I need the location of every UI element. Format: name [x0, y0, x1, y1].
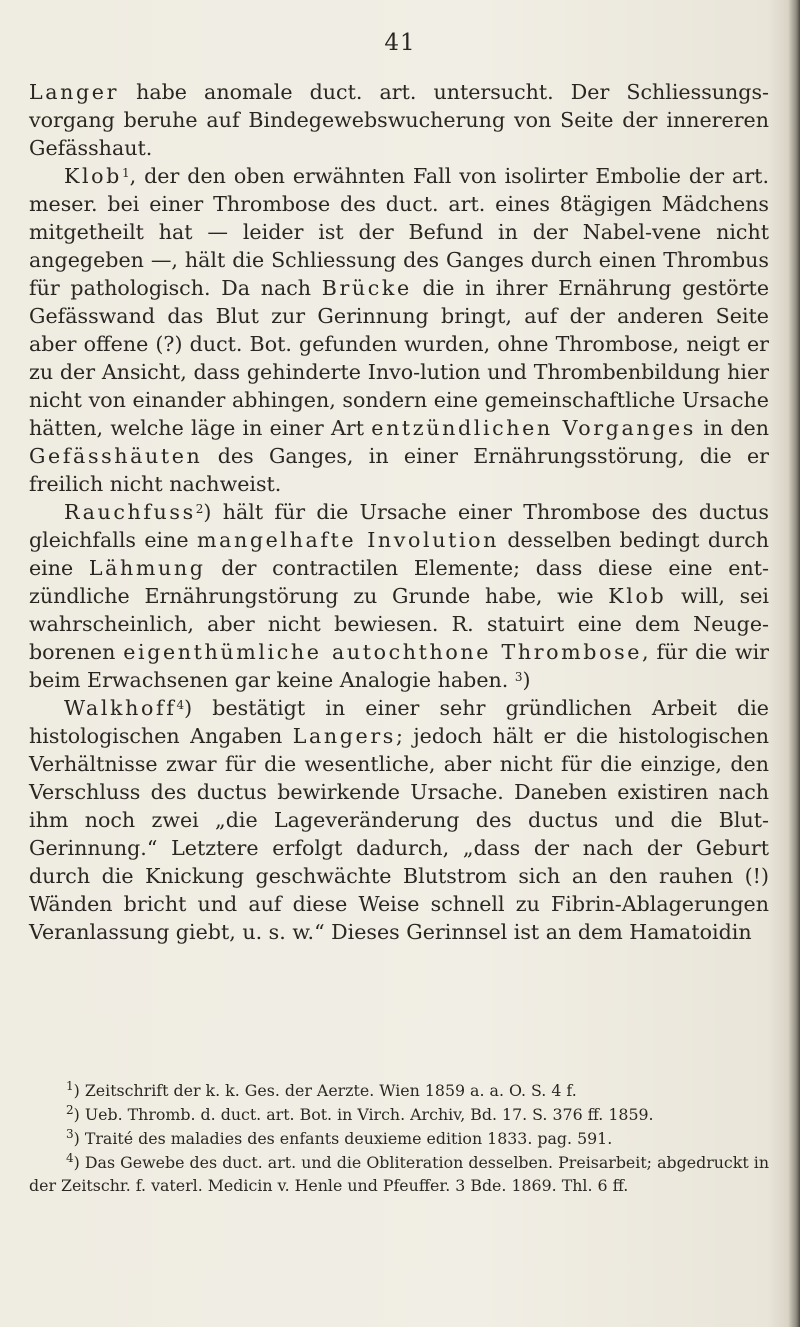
emphasized-text: entzündlichen Vorganges [371, 416, 696, 440]
text-run: des Ganges, in einer Ernährungsstörung, die er freilich nicht nachweist. [29, 444, 769, 496]
text-run: desselben bedingt durch eine [29, 528, 769, 580]
paragraph [29, 162, 769, 498]
text-run: ) bestätigt in einer sehr gründlichen Arbeit die histologischen Angaben [29, 696, 769, 748]
text-run: ) [522, 668, 531, 692]
emphasized-text: Brücke [321, 276, 412, 300]
text-run: in den [695, 416, 769, 440]
footnote-paren: ) [73, 1105, 85, 1124]
footnote-ref: 1 [121, 166, 130, 180]
footnote [29, 1080, 769, 1103]
body-text [29, 78, 769, 946]
footnote-number: 3 [66, 1127, 74, 1141]
paragraph [29, 78, 769, 162]
footnote-ref: 2 [195, 502, 204, 516]
emphasized-text: Langers [292, 724, 396, 748]
emphasized-text: Walkhoff [64, 696, 177, 720]
footnote-paren: ) [73, 1153, 85, 1172]
emphasized-text: Klob [64, 164, 122, 188]
emphasized-text: eigenthümliche autochthone Thrombose [123, 640, 643, 664]
text-run: der contractilen Elemente; dass diese eine ent-zündliche Ernährungstörung zu Grunde habe, wie [29, 556, 769, 608]
text-run: , der den oben erwähnten Fall von isolirter Embolie der art. meser. bei einer Thrombose des duct. art. eines 8tägigen Mädchens mitgetheilt hat — leider ist der Befund in der Nabel-vene nicht angegeben —, hält die Schliessung des Ganges durch einen Thrombus für pathologisch. Da nach [29, 164, 769, 300]
footnote [29, 1152, 769, 1197]
emphasized-text: Klob [608, 584, 667, 608]
page-number: 41 [384, 30, 416, 56]
text-run: habe anomale duct. art. untersucht. Der Schliessungs-vorgang beruhe auf Bindegewebswucherung von Seite der innereren Gefässhaut. [29, 80, 769, 160]
paragraph [29, 498, 769, 694]
footnotes [29, 1080, 769, 1199]
footnote-number: 4 [66, 1151, 74, 1165]
footnote-text: Das Gewebe des duct. art. und die Obliteration desselben. Preisarbeit; abgedruckt in der Zeitschr. f. vaterl. Medicin v. Henle und Pfeuffer. 3 Bde. 1869. Thl. 6 ff. [29, 1153, 769, 1195]
footnote-text: Ueb. Thromb. d. duct. art. Bot. in Virch. Archiv, Bd. 17. S. 376 ff. 1859. [84, 1105, 654, 1124]
footnote [29, 1128, 769, 1151]
emphasized-text: Gefässhäuten [29, 444, 203, 468]
footnote-paren: ) [73, 1129, 85, 1148]
text-run: die in ihrer Ernährung gestörte Gefässwand das Blut zur Gerinnung bringt, auf der anderen Seite aber offene (?) duct. Bot. gefunden wurden, ohne Thrombose, neigt er zu der Ansicht, dass gehinderte Invo-lution und Thrombenbildung hier nicht von einander abhingen, sondern eine gemeinschaftliche Ursache hätten, welche läge in einer Art [29, 276, 770, 440]
footnote-text: Traité des maladies des enfants deuxieme edition 1833. pag. 591. [84, 1129, 613, 1148]
footnote-ref: 4 [176, 698, 185, 712]
footnote-text: Zeitschrift der k. k. Ges. der Aerzte. Wien 1859 a. a. O. S. 4 f. [84, 1081, 577, 1100]
page-binding-edge [788, 0, 800, 1327]
emphasized-text: Langer [29, 80, 120, 104]
footnote-number: 2 [66, 1103, 74, 1117]
emphasized-text: Lähmung [88, 556, 206, 580]
footnote-number: 1 [66, 1079, 74, 1093]
emphasized-text: mangelhafte Involution [196, 528, 499, 552]
text-run: , für die wir beim Erwachsenen gar keine Analogie haben. [29, 640, 770, 692]
footnote [29, 1104, 769, 1127]
text-run: ) hält für die Ursache einer Thrombose des ductus gleichfalls eine [29, 500, 769, 552]
text-run: will, sei wahrscheinlich, aber nicht bewiesen. R. statuirt eine dem Neuge-borenen [29, 584, 769, 664]
footnote-ref: 3 [514, 670, 523, 684]
emphasized-text: Rauchfuss [64, 500, 196, 524]
paragraph [29, 694, 769, 946]
footnote-paren: ) [73, 1081, 85, 1100]
text-run: ; jedoch hält er die histologischen Verhältnisse zwar für die wesentliche, aber nicht für die einzige, den Verschluss des ductus bewirkende Ursache. Daneben existiren nach ihm noch zwei „die Lageveränderung des ductus und die Blut-Gerinnung.“ Letztere erfolgt dadurch, „dass der nach der Geburt durch die Knickung geschwächte Blutstrom sich an den rauhen (!) Wänden bricht und auf diese Weise schnell zu Fibrin-Ablagerungen Veranlassung giebt, u. s. w.“ Dieses Gerinnsel ist an dem Hamatoidin [29, 724, 769, 944]
